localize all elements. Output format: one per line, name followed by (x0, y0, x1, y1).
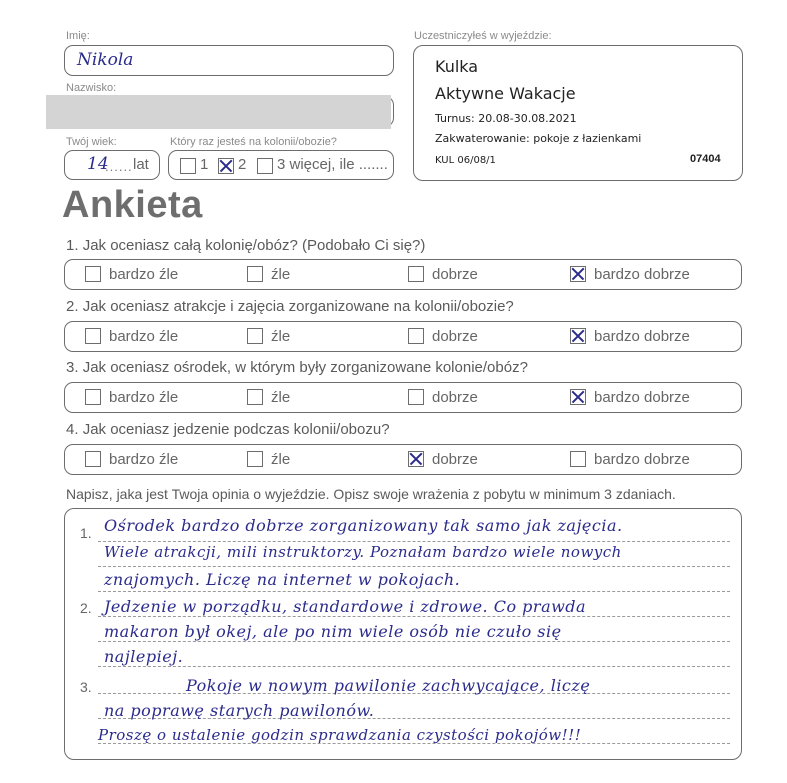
age-value: 14 (87, 154, 109, 174)
answer-row-2 (64, 321, 742, 352)
checkbox-zle[interactable] (247, 389, 263, 405)
accommodation-value: pokoje z łazienkami (533, 132, 642, 145)
checkbox-bardzo-dobrze[interactable] (570, 451, 586, 467)
checkbox-bardzo-dobrze[interactable] (570, 266, 586, 282)
redaction-block (46, 95, 391, 129)
checkbox-dobrze[interactable] (408, 451, 424, 467)
handwriting-line: Proszę o ustalenie godzin sprawdzania czystości pokojów!!! (98, 726, 582, 744)
opinion-prompt: Napisz, jaka jest Twoja opinia o wyjeździe. Opisz swoje wrażenia z pobytu w minimum 3 zdaniach. (66, 486, 676, 502)
option-label: źle (271, 266, 291, 283)
option-label: źle (271, 328, 291, 345)
accommodation-label: Zakwaterowanie: (435, 132, 530, 145)
question-text: Jak oceniasz ośrodek, w którym były zorganizowane kolonie/obóz? (82, 359, 528, 376)
option-label: dobrze (432, 389, 478, 406)
trip-accommodation (435, 132, 641, 145)
option-label: bardzo dobrze (594, 328, 690, 345)
age-label: Twój wiek: (66, 136, 117, 148)
turnus-label: Turnus: (435, 112, 475, 125)
handwriting-line: Ośrodek bardzo dobrze zorganizowany tak samo jak zajęcia. (104, 516, 623, 535)
question-3 (66, 359, 528, 376)
question-2 (66, 298, 514, 315)
trip-turnus (435, 112, 577, 125)
answer-row-3 (64, 382, 742, 413)
trip-name: Aktywne Wakacje (435, 84, 576, 103)
handwriting-line: Pokoje w nowym pawilonie zachwycające, liczę (186, 676, 591, 695)
question-text: Jak oceniasz jedzenie podczas kolonii/obozu? (82, 421, 390, 438)
trip-code: KUL 06/08/1 (435, 155, 496, 166)
question-number: 3. (66, 359, 79, 376)
answer-row-1 (64, 259, 742, 290)
checkbox-zle[interactable] (247, 266, 263, 282)
writing-line (98, 641, 730, 642)
checkbox-bardzo-dobrze[interactable] (570, 389, 586, 405)
times-option-3: 3 więcej, ile ....... (277, 156, 388, 173)
answer-row-4 (64, 444, 742, 475)
opinion-number: 1. (80, 525, 92, 541)
age-dots: ...... (105, 159, 133, 174)
times-checkbox-1[interactable] (180, 158, 196, 174)
times-option-1: 1 (200, 156, 209, 173)
times-checkbox-3[interactable] (257, 158, 273, 174)
option-label: bardzo dobrze (594, 389, 690, 406)
turnus-value: 20.08-30.08.2021 (478, 112, 577, 125)
option-label: bardzo źle (109, 328, 179, 345)
option-label: źle (271, 389, 291, 406)
times-field[interactable] (168, 150, 394, 180)
times-label: Który raz jesteś na kolonii/obozie? (170, 136, 337, 148)
writing-line (98, 541, 730, 542)
option-label: dobrze (432, 451, 478, 468)
handwriting-line: najlepiej. (104, 647, 184, 666)
question-text: Jak oceniasz całą kolonię/obóz? (Podobało Ci się?) (82, 237, 426, 254)
checkbox-zle[interactable] (247, 451, 263, 467)
trip-brand: Kulka (435, 57, 479, 76)
name-field[interactable] (64, 45, 394, 76)
handwriting-line: znajomych. Liczę na internet w pokojach. (104, 570, 461, 589)
checkbox-bardzo-dobrze[interactable] (570, 328, 586, 344)
times-checkbox-2[interactable] (218, 158, 234, 174)
option-label: bardzo źle (109, 266, 179, 283)
question-text: Jak oceniasz atrakcje i zajęcia zorganizowane na kolonii/obozie? (82, 298, 514, 315)
option-label: źle (271, 451, 291, 468)
checkbox-dobrze[interactable] (408, 266, 424, 282)
writing-line (98, 591, 730, 592)
question-4 (66, 421, 390, 438)
opinion-number: 3. (80, 679, 92, 695)
age-field[interactable] (64, 150, 160, 180)
checkbox-zle[interactable] (247, 328, 263, 344)
opinion-number: 2. (80, 600, 92, 616)
writing-line (98, 666, 730, 667)
checkbox-dobrze[interactable] (408, 328, 424, 344)
option-label: dobrze (432, 328, 478, 345)
handwriting-line: na poprawę starych pawilonów. (104, 701, 375, 720)
name-value: Nikola (77, 50, 134, 70)
option-label: bardzo źle (109, 451, 179, 468)
handwriting-line: makaron był okej, ale po nim wiele osób nie czuło się (104, 622, 562, 641)
writing-line (98, 616, 730, 617)
survey-title: Ankieta (62, 184, 203, 226)
checkbox-dobrze[interactable] (408, 389, 424, 405)
trip-number: 07404 (690, 153, 721, 165)
surname-label: Nazwisko: (66, 82, 117, 94)
checkbox-bardzo-zle[interactable] (85, 389, 101, 405)
option-label: dobrze (432, 266, 478, 283)
handwriting-line: Wiele atrakcji, mili instruktorzy. Poznałam bardzo wiele nowych (104, 543, 622, 561)
question-number: 2. (66, 298, 79, 315)
name-label: Imię: (66, 30, 90, 42)
question-number: 1. (66, 237, 79, 254)
question-1 (66, 237, 425, 254)
checkbox-bardzo-zle[interactable] (85, 266, 101, 282)
writing-line (98, 566, 730, 567)
age-unit: lat (133, 156, 149, 173)
trip-label: Uczestniczyłeś w wyjeździe: (414, 30, 552, 42)
checkbox-bardzo-zle[interactable] (85, 451, 101, 467)
option-label: bardzo źle (109, 389, 179, 406)
option-label: bardzo dobrze (594, 451, 690, 468)
option-label: bardzo dobrze (594, 266, 690, 283)
times-option-2: 2 (238, 156, 247, 173)
handwriting-line: Jedzenie w porządku, standardowe i zdrowe. Co prawda (104, 597, 587, 616)
question-number: 4. (66, 421, 79, 438)
checkbox-bardzo-zle[interactable] (85, 328, 101, 344)
